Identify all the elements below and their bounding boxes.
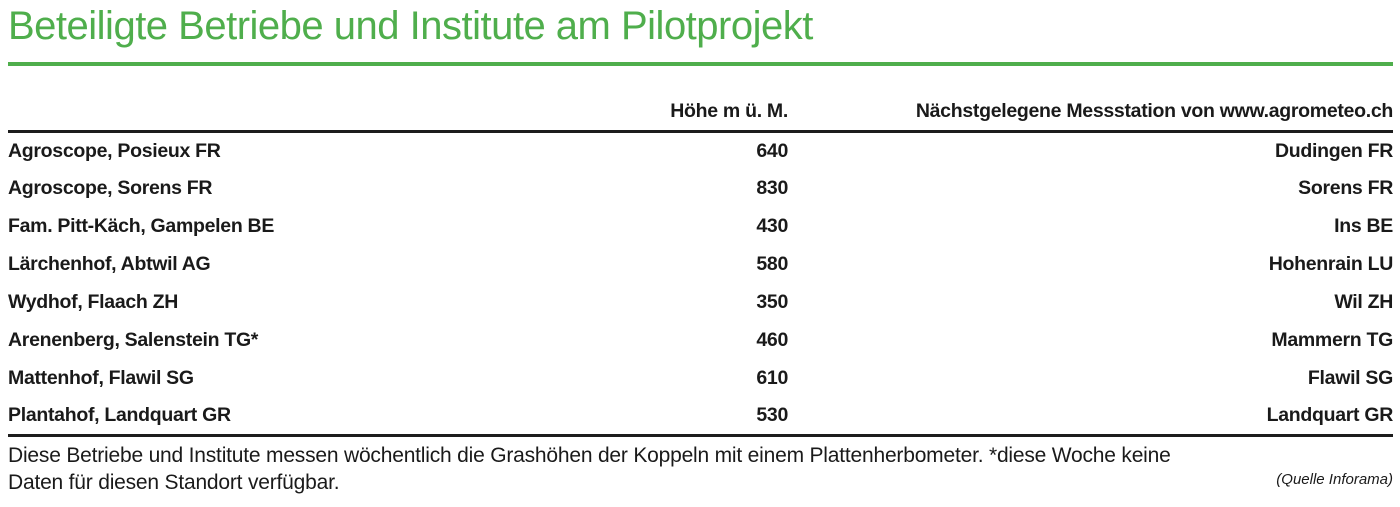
source-credit: (Quelle Inforama): [1276, 471, 1393, 488]
footnote: [8, 442, 1393, 496]
cell-name: Agroscope, Sorens FR: [8, 177, 213, 199]
cell-hoehe: 610: [756, 367, 788, 389]
table-row: [8, 246, 1393, 284]
cell-name: Arenenberg, Salenstein TG*: [8, 329, 259, 351]
col-header-name: [8, 74, 566, 132]
cell-station: Landquart GR: [788, 398, 1393, 436]
table-row: [8, 132, 1393, 170]
cell-station: Flawil SG: [1307, 367, 1393, 389]
cell-name: Lärchenhof, Abtwil AG: [8, 253, 211, 275]
cell-hoehe: 350: [756, 291, 788, 313]
cell-name: Fam. Pitt-Käch, Gampelen BE: [8, 215, 275, 237]
cell-name: Agroscope, Posieux FR: [8, 139, 221, 162]
cell-station: Hohenrain LU: [1268, 253, 1393, 275]
cell-station: Dudingen FR: [1274, 139, 1393, 162]
table-row: [8, 170, 1393, 208]
cell-station: Mammern TG: [1271, 329, 1393, 351]
table-header: [8, 74, 1393, 132]
cell-hoehe: 530: [566, 398, 788, 436]
cell-hoehe: 640: [756, 139, 788, 162]
cell-station: Ins BE: [1334, 215, 1393, 237]
footnote-line-2: Daten für diesen Standort verfügbar.: [8, 471, 340, 494]
col-header-hoehe: Höhe m ü. M.: [566, 74, 788, 132]
cell-station: Wil ZH: [1334, 291, 1393, 313]
participants-table: [8, 74, 1393, 437]
cell-station: Sorens FR: [1298, 177, 1393, 199]
table-body: [8, 132, 1393, 436]
cell-hoehe: 580: [756, 253, 788, 275]
cell-hoehe: 830: [756, 177, 788, 199]
page-title: Beteiligte Betriebe und Institute am Pilotprojekt: [8, 4, 813, 48]
table-row: [8, 208, 1393, 246]
footnote-line-1: Diese Betriebe und Institute messen wöchentlich die Grashöhen der Koppeln mit einem Plattenherbometer. *diese Woche keine: [8, 444, 1171, 467]
table-row: [8, 284, 1393, 322]
table-row: [8, 360, 1393, 398]
table-row: [8, 398, 1393, 436]
header-row: [8, 74, 1393, 132]
title-rule: [8, 62, 1393, 66]
cell-name: Mattenhof, Flawil SG: [8, 367, 194, 389]
cell-name: Plantahof, Landquart GR: [8, 398, 566, 436]
col-header-station: Nächstgelegene Messstation von www.agrometeo.ch: [788, 74, 1393, 132]
table-row: [8, 322, 1393, 360]
cell-hoehe: 460: [756, 329, 788, 351]
cell-hoehe: 430: [756, 215, 788, 237]
cell-name: Wydhof, Flaach ZH: [8, 291, 179, 313]
document-page: [8, 2, 1393, 496]
